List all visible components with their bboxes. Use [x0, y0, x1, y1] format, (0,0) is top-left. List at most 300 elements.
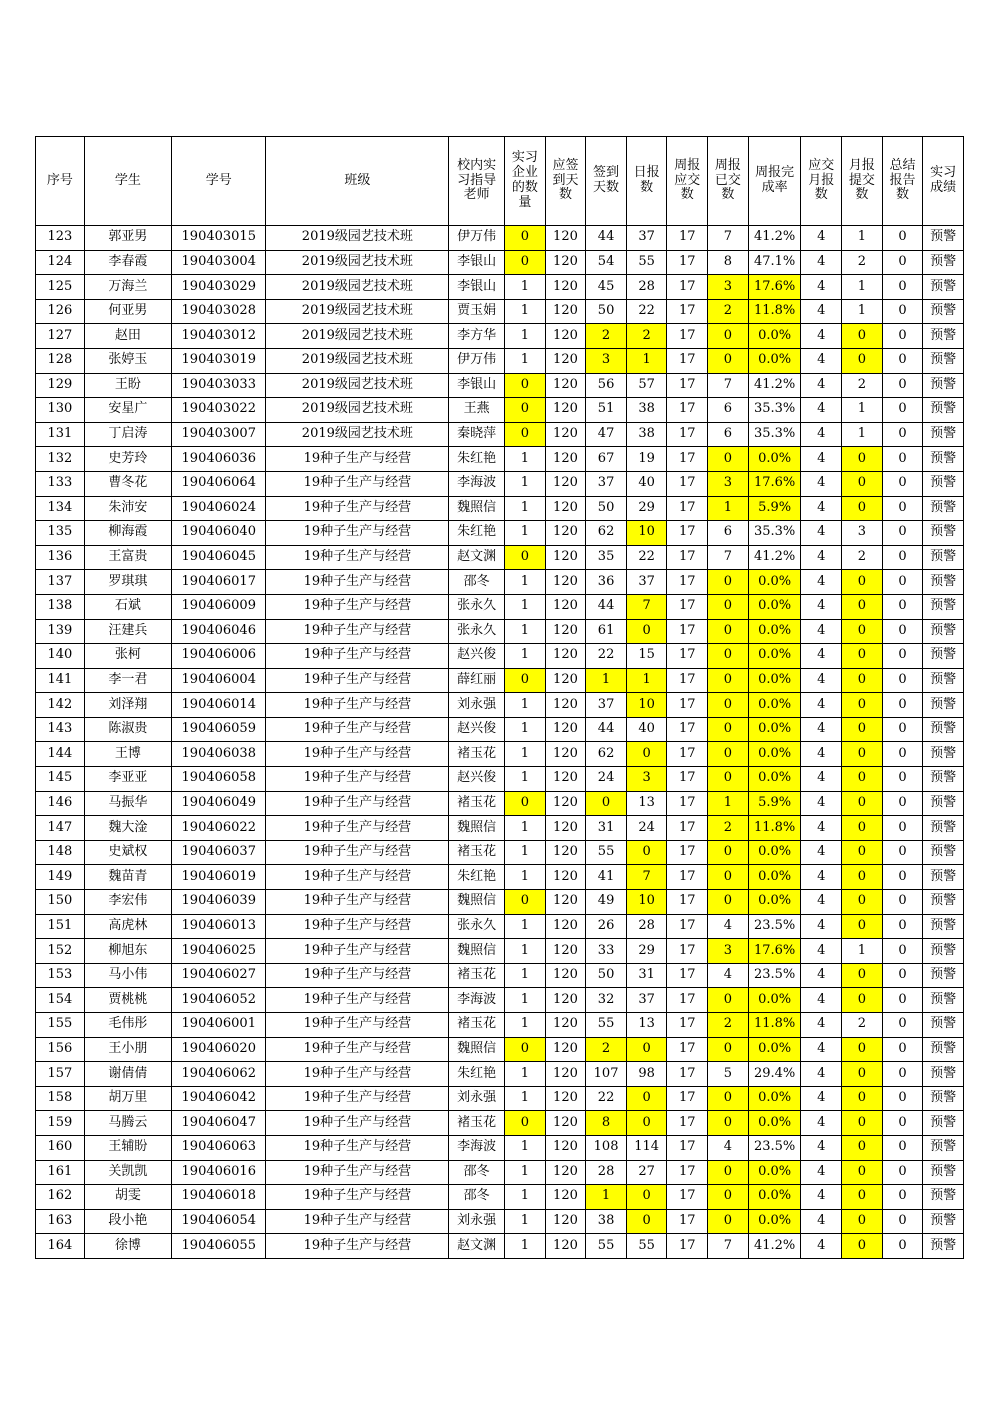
- cell-summary-reports: 0: [882, 644, 923, 669]
- cell-weekly-submitted: 7: [708, 373, 749, 398]
- cell-seq: 146: [36, 791, 85, 816]
- cell-class: 19种子生产与经营: [266, 619, 449, 644]
- cell-class: 19种子生产与经营: [266, 594, 449, 619]
- cell-company-count: 1: [505, 988, 546, 1013]
- cell-required-checkin: 120: [545, 840, 586, 865]
- cell-student: 高虎林: [84, 914, 171, 939]
- cell-daily-reports: 13: [626, 1013, 667, 1038]
- cell-weekly-rate: 0.0%: [748, 1209, 801, 1234]
- cell-teacher: 刘永强: [449, 693, 505, 718]
- header-weekly-rate: 周报完成率: [748, 137, 801, 226]
- cell-seq: 164: [36, 1234, 85, 1259]
- cell-required-checkin: 120: [545, 791, 586, 816]
- cell-weekly-rate: 0.0%: [748, 890, 801, 915]
- cell-class: 19种子生产与经营: [266, 816, 449, 841]
- cell-summary-reports: 0: [882, 250, 923, 275]
- cell-weekly-rate: 47.1%: [748, 250, 801, 275]
- cell-seq: 132: [36, 447, 85, 472]
- cell-student: 谢倩倩: [84, 1062, 171, 1087]
- cell-student: 王辅盼: [84, 1135, 171, 1160]
- table-row: [36, 767, 964, 792]
- cell-checkin-days: 62: [586, 521, 627, 546]
- cell-company-count: 1: [505, 447, 546, 472]
- cell-weekly-rate: 29.4%: [748, 1062, 801, 1087]
- cell-teacher: 李银山: [449, 250, 505, 275]
- cell-seq: 161: [36, 1160, 85, 1185]
- cell-monthly-submitted: 0: [842, 1086, 883, 1111]
- cell-student: 关凯凯: [84, 1160, 171, 1185]
- cell-seq: 141: [36, 668, 85, 693]
- cell-student-id: 190406014: [172, 693, 266, 718]
- cell-grade: 预警: [923, 767, 964, 792]
- cell-weekly-submitted: 0: [708, 570, 749, 595]
- cell-seq: 153: [36, 963, 85, 988]
- cell-required-checkin: 120: [545, 398, 586, 423]
- cell-daily-reports: 28: [626, 914, 667, 939]
- cell-monthly-required: 4: [801, 545, 842, 570]
- cell-weekly-submitted: 1: [708, 496, 749, 521]
- cell-seq: 144: [36, 742, 85, 767]
- cell-company-count: 1: [505, 594, 546, 619]
- cell-weekly-required: 17: [667, 1209, 708, 1234]
- cell-summary-reports: 0: [882, 963, 923, 988]
- cell-weekly-submitted: 3: [708, 939, 749, 964]
- cell-monthly-submitted: 0: [842, 840, 883, 865]
- cell-monthly-required: 4: [801, 275, 842, 300]
- header-monthly-submitted: 月报提交数: [842, 137, 883, 226]
- cell-required-checkin: 120: [545, 1086, 586, 1111]
- table-row: [36, 398, 964, 423]
- cell-weekly-required: 17: [667, 299, 708, 324]
- cell-checkin-days: 55: [586, 1234, 627, 1259]
- cell-class: 2019级园艺技术班: [266, 373, 449, 398]
- cell-monthly-submitted: 0: [842, 742, 883, 767]
- cell-daily-reports: 22: [626, 299, 667, 324]
- cell-grade: 预警: [923, 1209, 964, 1234]
- cell-weekly-submitted: 4: [708, 914, 749, 939]
- cell-seq: 130: [36, 398, 85, 423]
- header-checkin-days: 签到天数: [586, 137, 627, 226]
- cell-weekly-required: 17: [667, 447, 708, 472]
- cell-company-count: 1: [505, 963, 546, 988]
- cell-grade: 预警: [923, 1086, 964, 1111]
- cell-student-id: 190403004: [172, 250, 266, 275]
- cell-weekly-rate: 23.5%: [748, 963, 801, 988]
- cell-seq: 125: [36, 275, 85, 300]
- cell-checkin-days: 26: [586, 914, 627, 939]
- cell-weekly-required: 17: [667, 742, 708, 767]
- cell-seq: 159: [36, 1111, 85, 1136]
- cell-company-count: 1: [505, 275, 546, 300]
- cell-grade: 预警: [923, 471, 964, 496]
- cell-required-checkin: 120: [545, 767, 586, 792]
- cell-summary-reports: 0: [882, 693, 923, 718]
- cell-student-id: 190406018: [172, 1185, 266, 1210]
- cell-seq: 123: [36, 226, 85, 251]
- cell-teacher: 朱红艳: [449, 1062, 505, 1087]
- cell-summary-reports: 0: [882, 939, 923, 964]
- cell-teacher: 邵冬: [449, 570, 505, 595]
- cell-monthly-submitted: 0: [842, 570, 883, 595]
- cell-weekly-rate: 0.0%: [748, 865, 801, 890]
- cell-seq: 154: [36, 988, 85, 1013]
- cell-company-count: 0: [505, 668, 546, 693]
- cell-monthly-required: 4: [801, 1013, 842, 1038]
- table-row: [36, 250, 964, 275]
- cell-company-count: 1: [505, 1013, 546, 1038]
- cell-daily-reports: 55: [626, 250, 667, 275]
- cell-student-id: 190406027: [172, 963, 266, 988]
- cell-teacher: 李海波: [449, 988, 505, 1013]
- cell-teacher: 赵兴俊: [449, 644, 505, 669]
- cell-weekly-rate: 35.3%: [748, 422, 801, 447]
- cell-summary-reports: 0: [882, 447, 923, 472]
- cell-weekly-rate: 0.0%: [748, 348, 801, 373]
- cell-summary-reports: 0: [882, 717, 923, 742]
- cell-weekly-required: 17: [667, 275, 708, 300]
- header-monthly-required: 应交月报数: [801, 137, 842, 226]
- cell-daily-reports: 28: [626, 275, 667, 300]
- cell-company-count: 0: [505, 250, 546, 275]
- cell-seq: 128: [36, 348, 85, 373]
- cell-checkin-days: 67: [586, 447, 627, 472]
- table-row: [36, 914, 964, 939]
- cell-required-checkin: 120: [545, 299, 586, 324]
- cell-daily-reports: 10: [626, 890, 667, 915]
- cell-weekly-submitted: 4: [708, 963, 749, 988]
- cell-company-count: 1: [505, 767, 546, 792]
- cell-student: 胡雯: [84, 1185, 171, 1210]
- table-row: [36, 791, 964, 816]
- cell-student: 李一君: [84, 668, 171, 693]
- cell-student-id: 190403019: [172, 348, 266, 373]
- table-row: [36, 865, 964, 890]
- cell-monthly-submitted: 1: [842, 275, 883, 300]
- cell-company-count: 0: [505, 545, 546, 570]
- cell-student-id: 190403015: [172, 226, 266, 251]
- cell-seq: 142: [36, 693, 85, 718]
- table-row: [36, 1209, 964, 1234]
- cell-monthly-submitted: 0: [842, 1135, 883, 1160]
- cell-daily-reports: 0: [626, 1037, 667, 1062]
- cell-weekly-rate: 11.8%: [748, 299, 801, 324]
- cell-monthly-required: 4: [801, 1111, 842, 1136]
- cell-class: 2019级园艺技术班: [266, 250, 449, 275]
- header-class: 班级: [266, 137, 449, 226]
- cell-monthly-submitted: 0: [842, 1185, 883, 1210]
- cell-class: 19种子生产与经营: [266, 988, 449, 1013]
- table-row: [36, 816, 964, 841]
- cell-summary-reports: 0: [882, 914, 923, 939]
- cell-class: 19种子生产与经营: [266, 1013, 449, 1038]
- cell-checkin-days: 54: [586, 250, 627, 275]
- cell-company-count: 0: [505, 398, 546, 423]
- cell-seq: 147: [36, 816, 85, 841]
- cell-grade: 预警: [923, 324, 964, 349]
- cell-company-count: 1: [505, 619, 546, 644]
- cell-summary-reports: 0: [882, 422, 923, 447]
- cell-class: 19种子生产与经营: [266, 447, 449, 472]
- cell-daily-reports: 0: [626, 840, 667, 865]
- cell-seq: 139: [36, 619, 85, 644]
- cell-weekly-rate: 0.0%: [748, 644, 801, 669]
- cell-student-id: 190403028: [172, 299, 266, 324]
- cell-checkin-days: 44: [586, 226, 627, 251]
- cell-daily-reports: 38: [626, 398, 667, 423]
- cell-monthly-required: 4: [801, 1037, 842, 1062]
- cell-summary-reports: 0: [882, 1062, 923, 1087]
- cell-weekly-required: 17: [667, 1160, 708, 1185]
- cell-required-checkin: 120: [545, 521, 586, 546]
- cell-teacher: 张永久: [449, 619, 505, 644]
- cell-monthly-submitted: 0: [842, 594, 883, 619]
- cell-required-checkin: 120: [545, 250, 586, 275]
- header-grade: 实习成绩: [923, 137, 964, 226]
- cell-class: 19种子生产与经营: [266, 742, 449, 767]
- cell-monthly-submitted: 0: [842, 693, 883, 718]
- cell-required-checkin: 120: [545, 1185, 586, 1210]
- cell-required-checkin: 120: [545, 545, 586, 570]
- cell-seq: 155: [36, 1013, 85, 1038]
- cell-weekly-required: 17: [667, 1037, 708, 1062]
- cell-grade: 预警: [923, 594, 964, 619]
- cell-weekly-submitted: 0: [708, 619, 749, 644]
- cell-teacher: 伊万伟: [449, 226, 505, 251]
- cell-student: 汪建兵: [84, 619, 171, 644]
- cell-student-id: 190406004: [172, 668, 266, 693]
- cell-class: 19种子生产与经营: [266, 521, 449, 546]
- cell-required-checkin: 120: [545, 890, 586, 915]
- cell-summary-reports: 0: [882, 1234, 923, 1259]
- cell-weekly-required: 17: [667, 324, 708, 349]
- cell-company-count: 1: [505, 717, 546, 742]
- cell-teacher: 魏照信: [449, 496, 505, 521]
- cell-monthly-required: 4: [801, 791, 842, 816]
- table-row: [36, 1086, 964, 1111]
- table-row: [36, 1111, 964, 1136]
- cell-checkin-days: 49: [586, 890, 627, 915]
- cell-weekly-required: 17: [667, 471, 708, 496]
- cell-monthly-required: 4: [801, 693, 842, 718]
- cell-required-checkin: 120: [545, 914, 586, 939]
- cell-teacher: 张永久: [449, 914, 505, 939]
- cell-student-id: 190406037: [172, 840, 266, 865]
- cell-grade: 预警: [923, 1062, 964, 1087]
- cell-weekly-submitted: 3: [708, 471, 749, 496]
- table-row: [36, 693, 964, 718]
- cell-student: 毛伟彤: [84, 1013, 171, 1038]
- cell-required-checkin: 120: [545, 570, 586, 595]
- cell-required-checkin: 120: [545, 963, 586, 988]
- cell-student: 胡万里: [84, 1086, 171, 1111]
- cell-monthly-required: 4: [801, 939, 842, 964]
- cell-daily-reports: 37: [626, 226, 667, 251]
- cell-weekly-rate: 0.0%: [748, 988, 801, 1013]
- cell-student-id: 190406017: [172, 570, 266, 595]
- cell-required-checkin: 120: [545, 1209, 586, 1234]
- cell-monthly-required: 4: [801, 447, 842, 472]
- header-student-id: 学号: [172, 137, 266, 226]
- cell-daily-reports: 0: [626, 1111, 667, 1136]
- cell-teacher: 魏照信: [449, 816, 505, 841]
- cell-weekly-submitted: 0: [708, 594, 749, 619]
- cell-class: 19种子生产与经营: [266, 914, 449, 939]
- cell-student-id: 190406058: [172, 767, 266, 792]
- cell-required-checkin: 120: [545, 1234, 586, 1259]
- cell-seq: 151: [36, 914, 85, 939]
- cell-checkin-days: 28: [586, 1160, 627, 1185]
- cell-class: 19种子生产与经营: [266, 791, 449, 816]
- cell-student: 曹冬花: [84, 471, 171, 496]
- cell-weekly-rate: 41.2%: [748, 545, 801, 570]
- cell-checkin-days: 1: [586, 668, 627, 693]
- cell-monthly-required: 4: [801, 717, 842, 742]
- cell-required-checkin: 120: [545, 816, 586, 841]
- cell-class: 19种子生产与经营: [266, 939, 449, 964]
- cell-weekly-required: 17: [667, 1135, 708, 1160]
- cell-weekly-submitted: 0: [708, 668, 749, 693]
- cell-checkin-days: 35: [586, 545, 627, 570]
- cell-company-count: 1: [505, 1086, 546, 1111]
- cell-student: 郭亚男: [84, 226, 171, 251]
- cell-monthly-required: 4: [801, 1135, 842, 1160]
- cell-student: 魏大淦: [84, 816, 171, 841]
- cell-daily-reports: 10: [626, 521, 667, 546]
- cell-class: 19种子生产与经营: [266, 840, 449, 865]
- cell-monthly-submitted: 0: [842, 619, 883, 644]
- cell-grade: 预警: [923, 668, 964, 693]
- cell-student-id: 190406040: [172, 521, 266, 546]
- cell-monthly-submitted: 0: [842, 324, 883, 349]
- cell-weekly-submitted: 6: [708, 521, 749, 546]
- cell-class: 19种子生产与经营: [266, 496, 449, 521]
- cell-weekly-submitted: 5: [708, 1062, 749, 1087]
- cell-class: 19种子生产与经营: [266, 644, 449, 669]
- cell-checkin-days: 3: [586, 348, 627, 373]
- cell-monthly-submitted: 0: [842, 914, 883, 939]
- cell-daily-reports: 2: [626, 324, 667, 349]
- cell-student: 柳旭东: [84, 939, 171, 964]
- cell-weekly-rate: 35.3%: [748, 398, 801, 423]
- cell-daily-reports: 0: [626, 742, 667, 767]
- cell-weekly-required: 17: [667, 914, 708, 939]
- cell-grade: 预警: [923, 644, 964, 669]
- cell-student: 史斌权: [84, 840, 171, 865]
- cell-grade: 预警: [923, 545, 964, 570]
- cell-class: 2019级园艺技术班: [266, 422, 449, 447]
- cell-weekly-rate: 0.0%: [748, 324, 801, 349]
- table-row: [36, 275, 964, 300]
- cell-daily-reports: 57: [626, 373, 667, 398]
- cell-summary-reports: 0: [882, 791, 923, 816]
- cell-required-checkin: 120: [545, 644, 586, 669]
- cell-monthly-required: 4: [801, 324, 842, 349]
- cell-required-checkin: 120: [545, 1013, 586, 1038]
- cell-class: 19种子生产与经营: [266, 545, 449, 570]
- cell-weekly-submitted: 0: [708, 742, 749, 767]
- cell-teacher: 褚玉花: [449, 742, 505, 767]
- header-summary-reports: 总结报告数: [882, 137, 923, 226]
- cell-weekly-submitted: 0: [708, 865, 749, 890]
- cell-class: 2019级园艺技术班: [266, 324, 449, 349]
- cell-daily-reports: 24: [626, 816, 667, 841]
- cell-summary-reports: 0: [882, 1209, 923, 1234]
- cell-grade: 预警: [923, 1185, 964, 1210]
- table-row: [36, 447, 964, 472]
- cell-monthly-required: 4: [801, 348, 842, 373]
- cell-summary-reports: 0: [882, 570, 923, 595]
- cell-daily-reports: 37: [626, 988, 667, 1013]
- cell-student: 张婷玉: [84, 348, 171, 373]
- cell-weekly-rate: 0.0%: [748, 1111, 801, 1136]
- cell-monthly-required: 4: [801, 1086, 842, 1111]
- cell-weekly-rate: 0.0%: [748, 1037, 801, 1062]
- cell-grade: 预警: [923, 816, 964, 841]
- cell-weekly-submitted: 1: [708, 791, 749, 816]
- cell-company-count: 0: [505, 1037, 546, 1062]
- cell-required-checkin: 120: [545, 693, 586, 718]
- cell-checkin-days: 108: [586, 1135, 627, 1160]
- cell-required-checkin: 120: [545, 668, 586, 693]
- table-row: [36, 717, 964, 742]
- cell-weekly-submitted: 4: [708, 1135, 749, 1160]
- cell-monthly-required: 4: [801, 398, 842, 423]
- cell-grade: 预警: [923, 570, 964, 595]
- cell-class: 19种子生产与经营: [266, 570, 449, 595]
- cell-student-id: 190406045: [172, 545, 266, 570]
- cell-teacher: 赵兴俊: [449, 767, 505, 792]
- cell-summary-reports: 0: [882, 1160, 923, 1185]
- table-row: [36, 1160, 964, 1185]
- cell-monthly-submitted: 0: [842, 644, 883, 669]
- cell-weekly-required: 17: [667, 226, 708, 251]
- cell-grade: 预警: [923, 398, 964, 423]
- header-student: 学生: [84, 137, 171, 226]
- cell-summary-reports: 0: [882, 226, 923, 251]
- cell-checkin-days: 50: [586, 496, 627, 521]
- cell-seq: 143: [36, 717, 85, 742]
- cell-class: 19种子生产与经营: [266, 717, 449, 742]
- cell-checkin-days: 38: [586, 1209, 627, 1234]
- table-row: [36, 619, 964, 644]
- cell-weekly-required: 17: [667, 939, 708, 964]
- cell-checkin-days: 37: [586, 693, 627, 718]
- cell-teacher: 邵冬: [449, 1185, 505, 1210]
- cell-monthly-required: 4: [801, 1062, 842, 1087]
- cell-student-id: 190406063: [172, 1135, 266, 1160]
- cell-summary-reports: 0: [882, 988, 923, 1013]
- cell-daily-reports: 114: [626, 1135, 667, 1160]
- cell-monthly-submitted: 1: [842, 226, 883, 251]
- cell-grade: 预警: [923, 963, 964, 988]
- cell-teacher: 贾玉娟: [449, 299, 505, 324]
- cell-weekly-rate: 0.0%: [748, 717, 801, 742]
- cell-grade: 预警: [923, 1013, 964, 1038]
- cell-weekly-submitted: 0: [708, 717, 749, 742]
- cell-daily-reports: 13: [626, 791, 667, 816]
- cell-monthly-submitted: 0: [842, 890, 883, 915]
- cell-checkin-days: 24: [586, 767, 627, 792]
- cell-checkin-days: 41: [586, 865, 627, 890]
- cell-seq: 150: [36, 890, 85, 915]
- cell-student: 马腾云: [84, 1111, 171, 1136]
- cell-required-checkin: 120: [545, 226, 586, 251]
- table-row: [36, 1013, 964, 1038]
- cell-daily-reports: 0: [626, 1185, 667, 1210]
- cell-required-checkin: 120: [545, 1135, 586, 1160]
- cell-summary-reports: 0: [882, 594, 923, 619]
- cell-monthly-required: 4: [801, 865, 842, 890]
